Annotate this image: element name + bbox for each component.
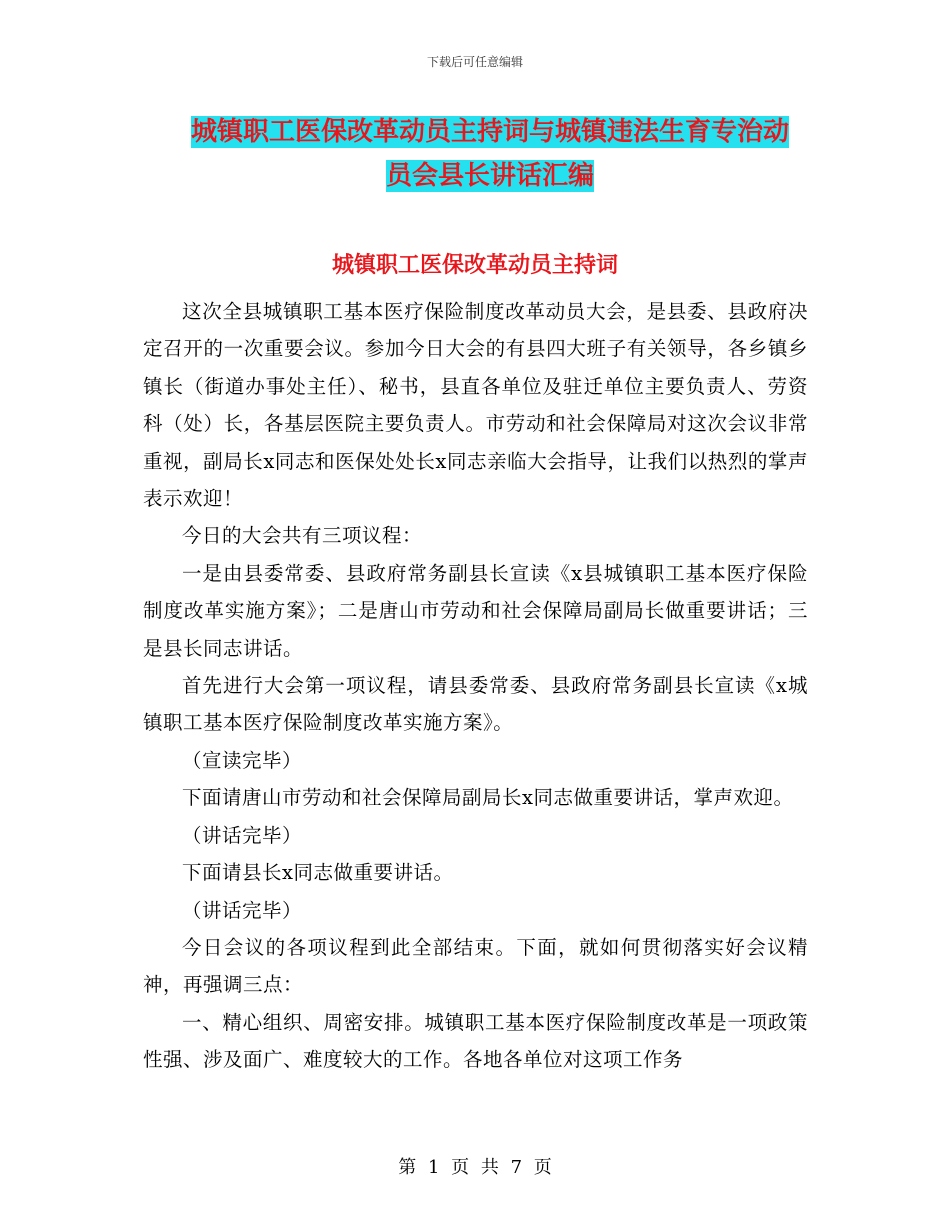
page-footer: 第 1 页 共 7 页 (398, 1157, 552, 1178)
paragraph: 一、精心组织、周密安排。城镇职工基本医疗保险制度改革是一项政策性强、涉及面广、难度较大的工作。各地各单位对这项工作务 (143, 1010, 808, 1072)
paragraph: 一是由县委常委、县政府常务副县长宣读《x县城镇职工基本医疗保险制度改革实施方案》；二是唐山市劳动和社会保障局副局长做重要讲话；三是县长同志讲话。 (143, 561, 808, 660)
paragraph: 这次全县城镇职工基本医疗保险制度改革动员大会，是县委、县政府决定召开的一次重要会议。参加今日大会的有县四大班子有关领导，各乡镇乡镇长（街道办事处主任）、秘书，县直各单位及驻迁单位主要负责人、劳资科（处）长，各基层医院主要负责人。市劳动和社会保障局对这次会议非常重视，副局长x同志和医保处处长x同志亲临大会指导，让我们以热烈的掌声表示欢迎！ (143, 300, 808, 511)
paragraph: （讲话完毕） (182, 823, 303, 847)
paragraph: （讲话完毕） (182, 898, 303, 922)
document-title-line-2: 员会县长讲话汇编 (385, 161, 594, 191)
paragraph: （宣读完毕） (182, 748, 303, 772)
paragraph: 首先进行大会第一项议程，请县委常委、县政府常务副县长宣读《x城镇职工基本医疗保险制度改革实施方案》。 (143, 674, 808, 735)
paragraph: 今日会议的各项议程到此全部结束。下面，就如何贯彻落实好会议精神，再强调三点： (143, 935, 808, 997)
paragraph: 下面请唐山市劳动和社会保障局副局长x同志做重要讲话，掌声欢迎。 (182, 786, 794, 810)
paragraph: 今日的大会共有三项议程： (182, 524, 423, 548)
section-title: 城镇职工医保改革动员主持词 (331, 253, 618, 278)
document-body (143, 293, 808, 1079)
document-title-line-1: 城镇职工医保改革动员主持词与城镇违法生育专治动 (190, 117, 789, 147)
paragraph: 下面请县长x同志做重要讲话。 (182, 861, 454, 885)
document-title (150, 110, 830, 198)
page-header-note: 下载后可任意编辑 (426, 55, 523, 69)
